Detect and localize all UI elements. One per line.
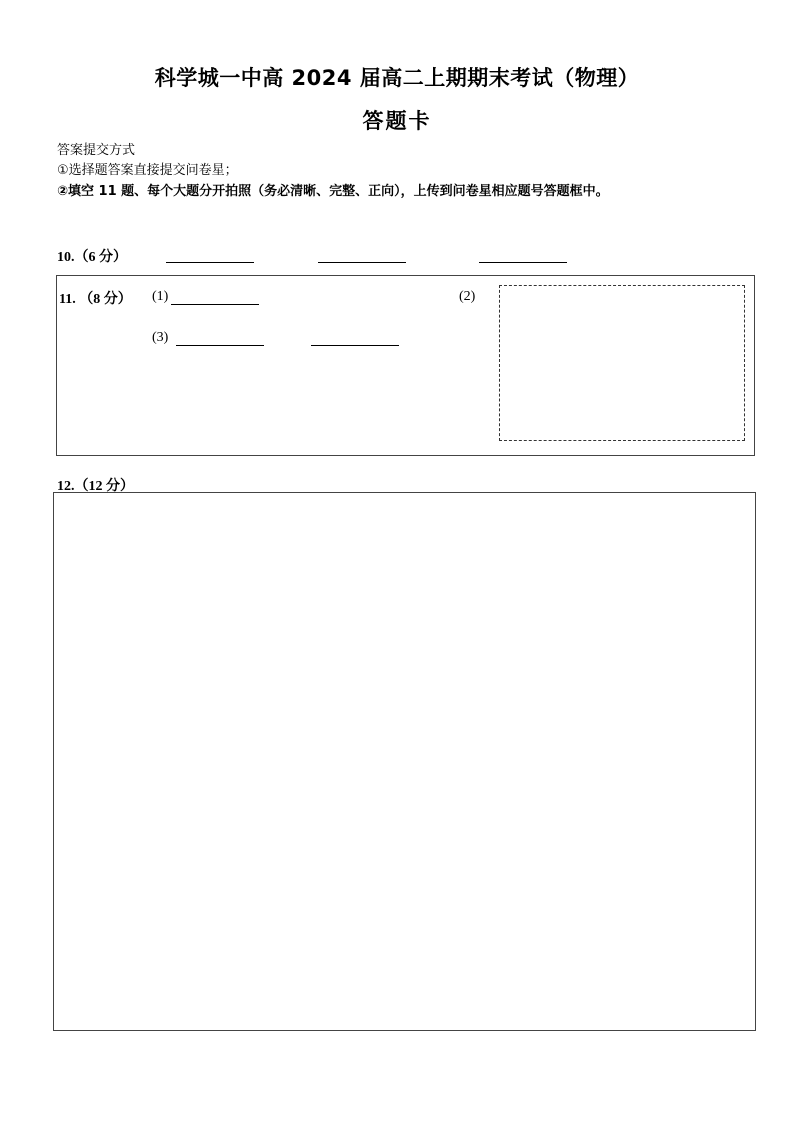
instructions-line-1: ①选择题答案直接提交问卷星；: [57, 163, 238, 178]
q12-answer-box[interactable]: [53, 492, 756, 1031]
q11-part3-blank-2[interactable]: [311, 345, 399, 346]
q12-label: 12.（12 分）: [57, 479, 134, 494]
q10-blank-1[interactable]: [166, 262, 254, 263]
q10-blank-3[interactable]: [479, 262, 567, 263]
q11-part1-blank[interactable]: [171, 304, 259, 305]
instructions-heading: 答案提交方式: [57, 143, 136, 158]
q11-part1-label: (1): [152, 289, 169, 304]
page-subtitle: 答题卡: [362, 109, 432, 133]
q11-part3-label: (3): [152, 330, 169, 345]
q10-label: 10.（6 分）: [57, 250, 127, 265]
q11-part3-blank-1[interactable]: [176, 345, 264, 346]
q11-part2-drawing-area[interactable]: [499, 285, 745, 441]
q11-part2-label: (2): [459, 289, 476, 304]
instructions-line-2: ②填空 11 题、每个大题分开拍照（务必清晰、完整、正向），上传到问卷星相应题号答题框中。: [57, 184, 609, 199]
q10-blank-2[interactable]: [318, 262, 406, 263]
q11-label: 11. （8 分）: [59, 292, 132, 307]
page-title: 科学城一中高 2024 届高二上期期末考试（物理）: [154, 66, 640, 90]
